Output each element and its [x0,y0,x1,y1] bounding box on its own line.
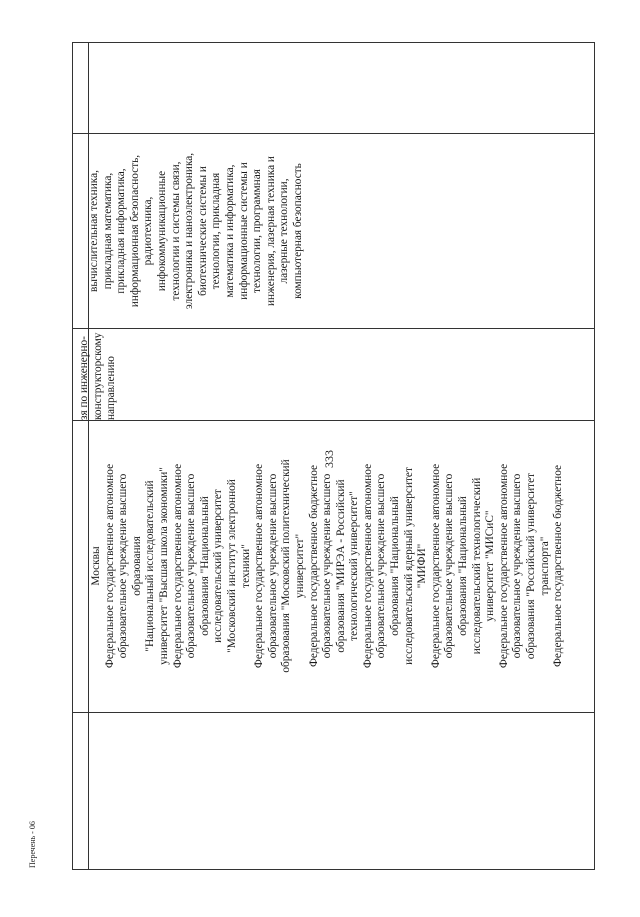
specialty-line: радиотехника, [142,196,155,266]
university-line: образования "Национальный [198,496,211,636]
university-line: "Московский институт электронной [225,479,238,653]
university-line: Федеральное государственное автономное [429,463,442,669]
specialty-line: прикладная информатика, [115,168,128,294]
university-line: Федеральное государственное автономное [171,463,184,669]
specialty-line: математика и информатика, [223,164,236,298]
university-line: исследовательский университет [212,489,225,643]
page-number: 333 [322,450,336,468]
specialty-line: компьютерная безопасность [291,163,304,299]
university-line: университет" [293,533,306,599]
university-line: университет "МИСиС" [484,510,497,622]
university-line: образования "Московский политехнический [280,459,293,673]
university-line: Федеральное государственное бюджетное [552,464,565,668]
specialty-line: электроника и наноэлектроника, [183,152,196,310]
university-line: Федеральное государственное автономное [361,463,374,669]
row-divider-left [72,712,595,713]
direction-line: конструкторскому [91,332,104,420]
specialty-line: инженерия, лазерная техника и [264,156,277,306]
university-line: образовательное учреждение высшего [511,473,524,659]
specialty-line: инфокоммуникационные [155,170,168,292]
university-line: техники" [239,544,252,588]
university-line: образования "Национальный [389,496,402,636]
direction-line: зя по инженерно- [78,336,90,420]
university-line: технологический университет" [348,491,361,641]
row-divider-university [72,420,595,421]
specialty-line: биотехнические системы и [196,166,209,296]
university-line: исследовательский технологический [470,477,483,655]
university-line: образовательное учреждение высшего [321,473,334,659]
university-line: Федеральное государственное бюджетное [307,464,320,668]
specialty-line: технологии и системы связи, [169,161,182,301]
university-line: образовательное учреждение высшего [266,473,279,659]
direction-line: направлению [105,356,118,420]
university-line: университет "Высшая школа экономики" [157,467,170,665]
university-line: образовательное учреждение высшего [443,473,456,659]
university-line: Москвы [90,546,102,586]
footer-code: Перечень - 06 [28,821,37,868]
row-divider-specialty [72,133,595,134]
university-line: Федеральное государственное автономное [253,463,266,669]
university-line: транспорта" [538,536,551,596]
specialty-line: технологии, программная [251,169,264,293]
university-line: исследовательский ядерный университет [402,467,415,665]
university-line: Федеральное государственное автономное [103,463,116,669]
specialty-line: прикладная математика, [101,172,114,290]
university-line: образования "МИРЭА - Российский [334,479,347,653]
university-line: образования [130,536,143,596]
specialties-cell [88,136,338,326]
specialty-line: вычислительная техника, [88,170,100,292]
direction-cell [78,330,138,420]
university-line: Федеральное государственное автономное [497,463,510,669]
university-line: образовательное учреждение высшего [185,473,198,659]
specialty-line: лазерные технологии, [278,178,291,284]
university-line: "МИФИ" [416,543,429,589]
university-line: образовательное учреждение высшего [375,473,388,659]
university-line: образования "Национальный [457,496,470,636]
university-line: образования "Российский университет [525,472,537,660]
university-line: "Национальный исследовательский [144,480,157,652]
specialty-line: информационные системы и [237,162,250,300]
university-line: образовательное учреждение высшего [117,473,130,659]
row-divider-direction [72,328,595,329]
specialty-line: информационная безопасность, [128,154,141,308]
specialty-line: технологии, прикладная [210,172,223,290]
university-cell [90,422,590,710]
